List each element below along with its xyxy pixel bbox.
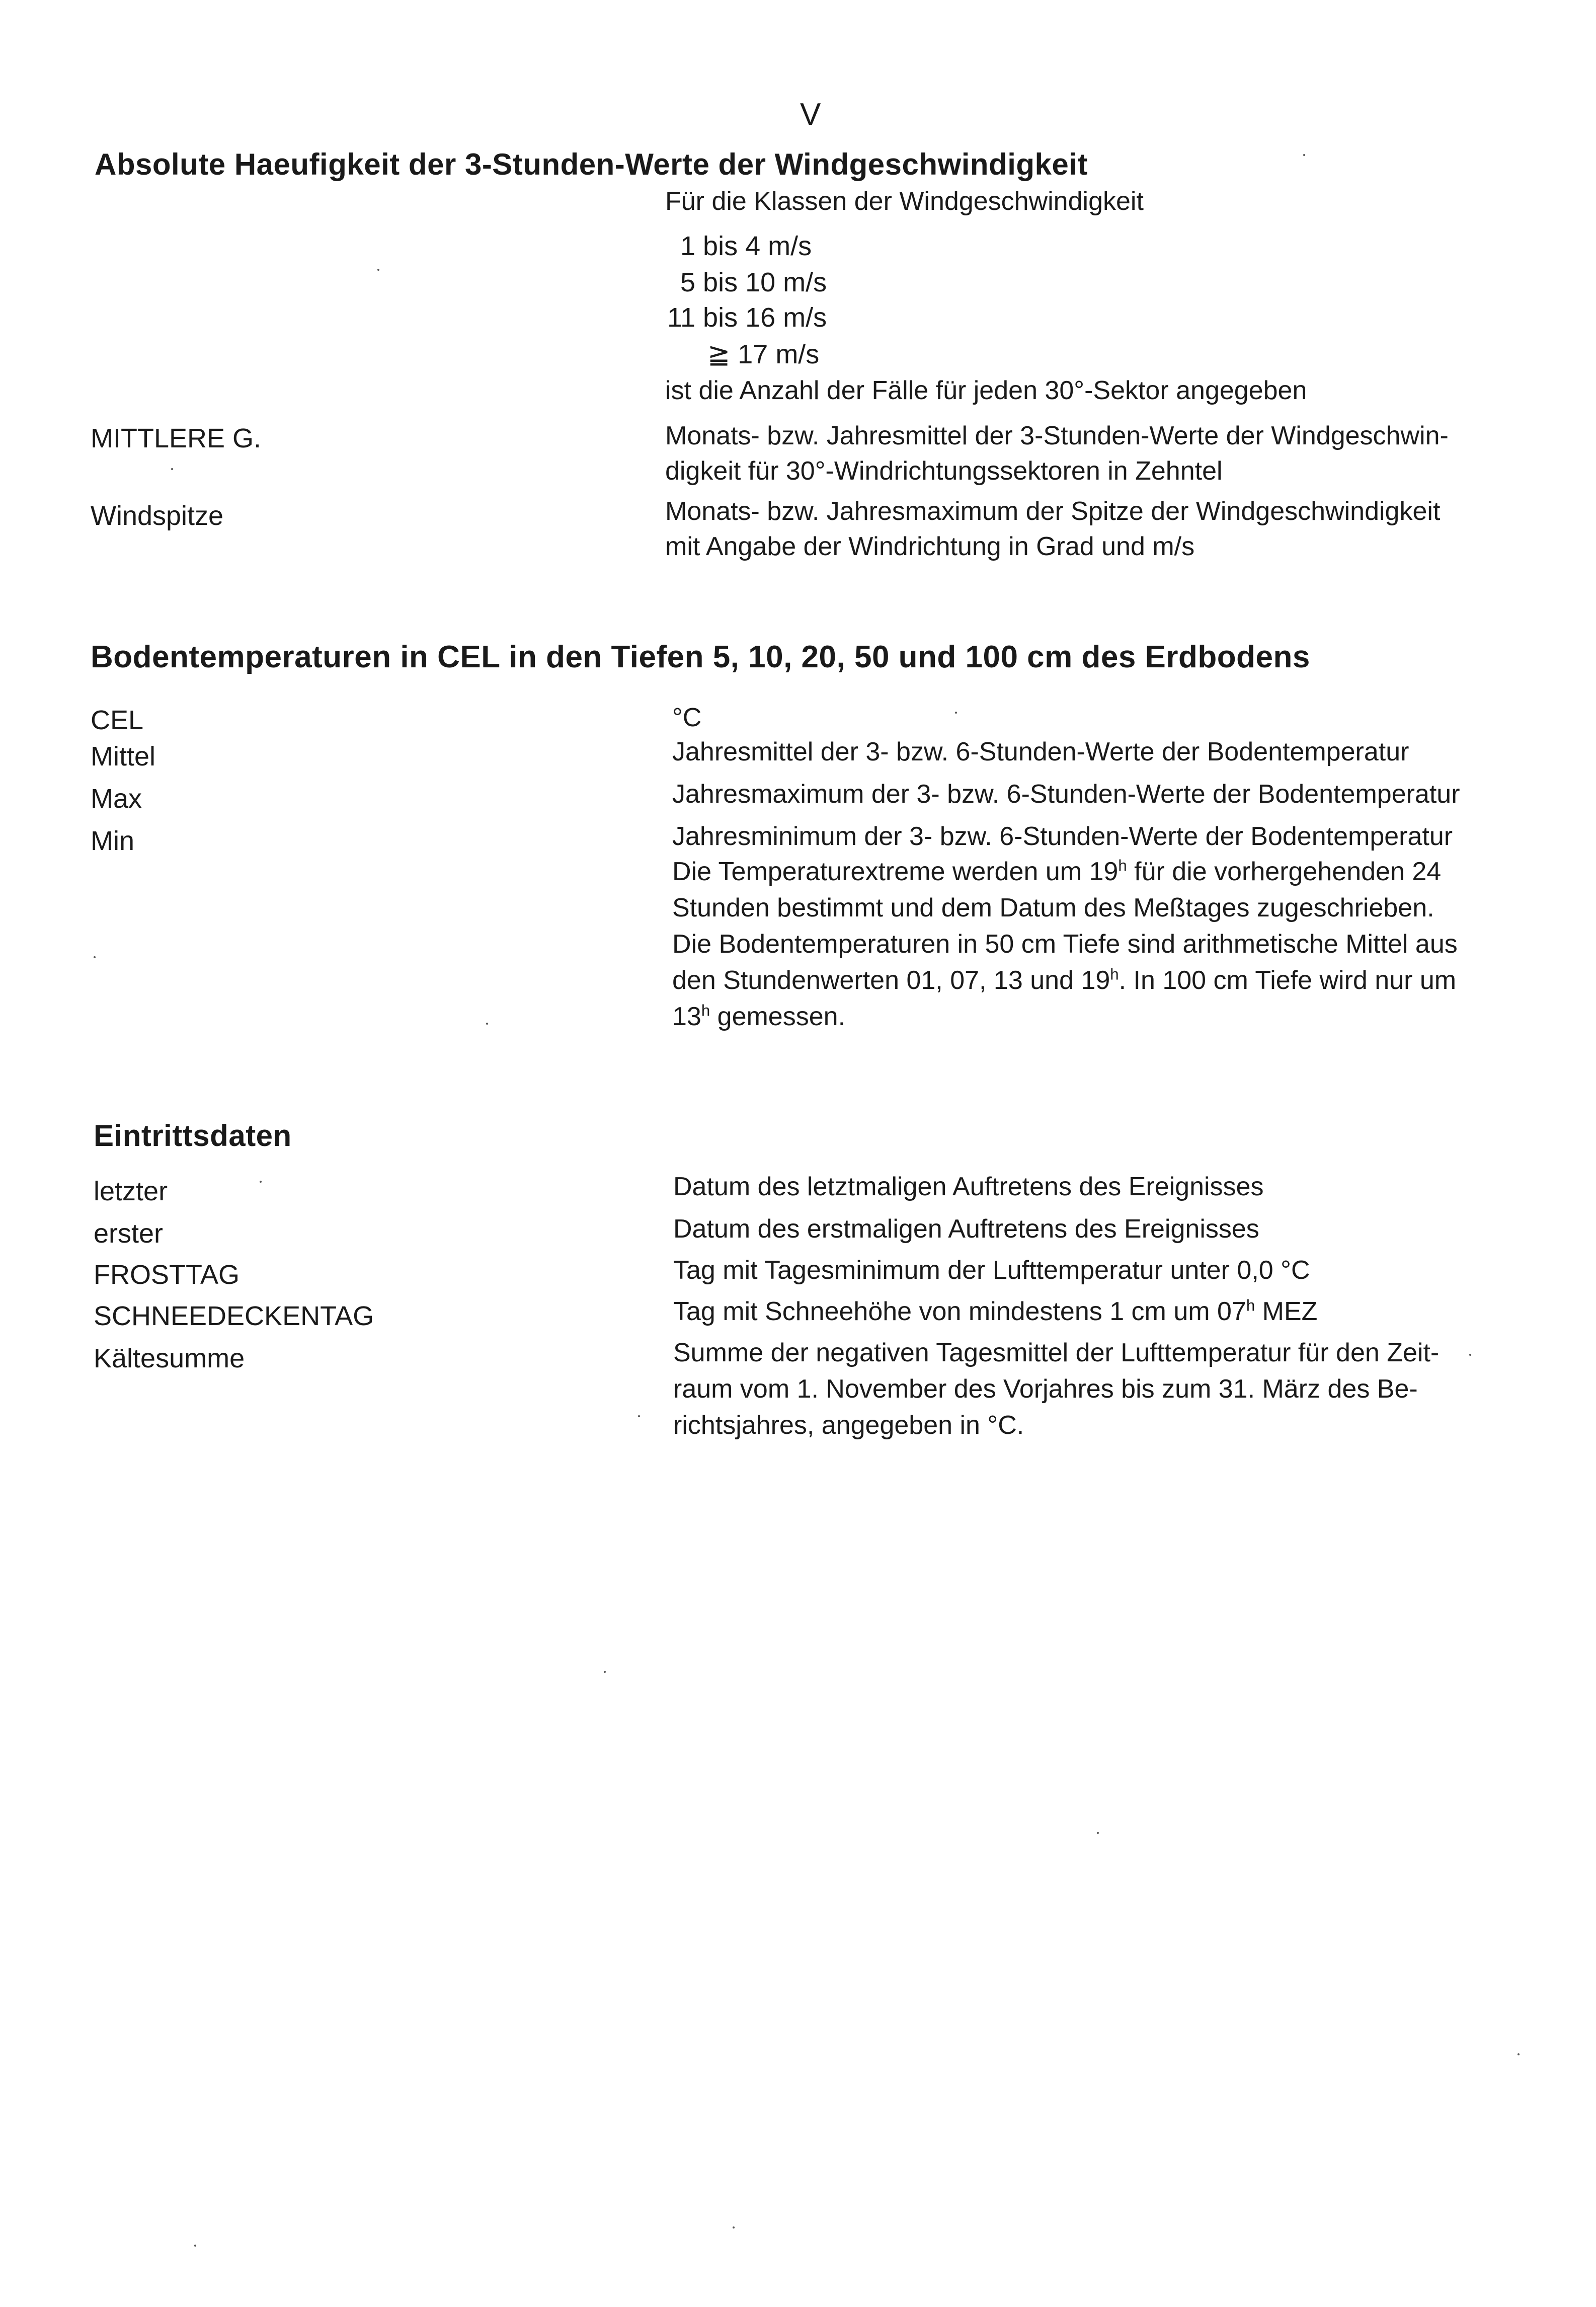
boden-note-line2: Stunden bestimmt und dem Datum des Meßtages zugeschrieben. — [672, 893, 1434, 922]
eintritt-row-text-letzter: Datum des letztmaligen Auftretens des Ereignisses — [673, 1172, 1264, 1201]
wind-section-heading: Absolute Haeufigkeit der 3-Stunden-Werte der Windgeschwindigkeit — [95, 147, 1088, 181]
eintritt-row-label-frosttag: FROSTTAG — [94, 1260, 240, 1290]
boden-section-heading: Bodentemperaturen in CEL in den Tiefen 5, 10, 20, 50 und 100 cm des Erdbodens — [91, 640, 1310, 674]
boden-row-text-cel: °C — [672, 703, 702, 732]
kaeltesumme-text-line2: raum vom 1. November des Vorjahres bis zum 31. März des Be- — [673, 1374, 1418, 1404]
mittlere-g-text-line1: Monats- bzw. Jahresmittel der 3-Stunden-Werte der Windgeschwin- — [665, 421, 1449, 450]
eintritt-section-heading: Eintrittsdaten — [94, 1119, 292, 1152]
boden-row-text-mittel: Jahresmittel der 3- bzw. 6-Stunden-Werte der Bodentemperatur — [672, 737, 1409, 766]
eintritt-row-label-schneedeckentag: SCHNEEDECKENTAG — [94, 1301, 374, 1331]
scan-speck — [604, 1671, 606, 1673]
windspitze-text-line1: Monats- bzw. Jahresmaximum der Spitze der Windgeschwindigkeit — [665, 497, 1441, 526]
scan-speck — [1303, 154, 1305, 156]
wind-class-2: 5 bis 10 m/s — [680, 267, 827, 297]
scan-speck — [260, 1181, 262, 1183]
mittlere-g-label: MITTLERE G. — [91, 423, 262, 453]
scan-speck — [638, 1415, 640, 1417]
eintritt-row-text-frosttag: Tag mit Tagesminimum der Lufttemperatur unter 0,0 °C — [673, 1256, 1310, 1285]
eintritt-row-label-erster: erster — [94, 1218, 164, 1249]
scan-speck — [94, 956, 96, 958]
wind-class-4: ≧ 17 m/s — [707, 339, 820, 369]
boden-row-text-min: Jahresminimum der 3- bzw. 6-Stunden-Werte der Bodentemperatur — [672, 822, 1453, 851]
windspitze-text-line2: mit Angabe der Windrichtung in Grad und m/s — [665, 532, 1195, 561]
eintritt-row-text-erster: Datum des erstmaligen Auftretens des Ereignisses — [673, 1214, 1259, 1244]
scan-speck — [733, 2226, 735, 2228]
scan-speck — [1097, 1832, 1099, 1834]
scan-speck — [486, 1023, 488, 1025]
scan-speck — [1469, 1354, 1471, 1356]
kaeltesumme-text-line3: richtsjahres, angegeben in °C. — [673, 1411, 1024, 1440]
wind-intro-text: Für die Klassen der Windgeschwindigkeit — [665, 187, 1144, 216]
boden-note-line1: Die Temperaturextreme werden um 19$^h$ für die vorhergehenden 24 — [672, 857, 1442, 886]
boden-row-label-max: Max — [91, 784, 142, 814]
page-number: V — [800, 97, 821, 132]
eintritt-row-label-letzter: letzter — [94, 1176, 168, 1206]
scan-speck — [1518, 2053, 1520, 2055]
mittlere-g-text-line2: digkeit für 30°-Windrichtungssektoren in Zehntel — [665, 456, 1223, 486]
boden-note-line4: den Stundenwerten 01, 07, 13 und 19$^h$. In 100 cm Tiefe wird nur um — [672, 965, 1457, 995]
wind-class-1: 1 bis 4 m/s — [680, 231, 812, 261]
scan-speck — [955, 712, 957, 714]
eintritt-row-label-kaeltesumme: Kältesumme — [94, 1343, 245, 1373]
windspitze-label: Windspitze — [91, 501, 224, 531]
boden-row-text-max: Jahresmaximum der 3- bzw. 6-Stunden-Werte der Bodentemperatur — [672, 780, 1460, 809]
wind-class-3: 11 bis 16 m/s — [667, 302, 827, 333]
scan-speck — [194, 2245, 196, 2247]
wind-count-note: ist die Anzahl der Fälle für jeden 30°-Sektor angegeben — [665, 376, 1307, 405]
scan-speck — [377, 269, 379, 271]
boden-row-label-mittel: Mittel — [91, 741, 156, 772]
boden-note-line5: 13$^h$ gemessen. — [672, 1002, 846, 1031]
boden-note-line3: Die Bodentemperaturen in 50 cm Tiefe sind arithmetische Mittel aus — [672, 930, 1458, 959]
scan-speck — [171, 468, 173, 470]
boden-row-label-min: Min — [91, 826, 135, 856]
kaeltesumme-text-line1: Summe der negativen Tagesmittel der Lufttemperatur für den Zeit- — [673, 1338, 1440, 1367]
boden-row-label-cel: CEL — [91, 705, 144, 735]
eintritt-row-text-schneedeckentag: Tag mit Schneehöhe von mindestens 1 cm um 07$^h$ MEZ — [673, 1296, 1318, 1326]
